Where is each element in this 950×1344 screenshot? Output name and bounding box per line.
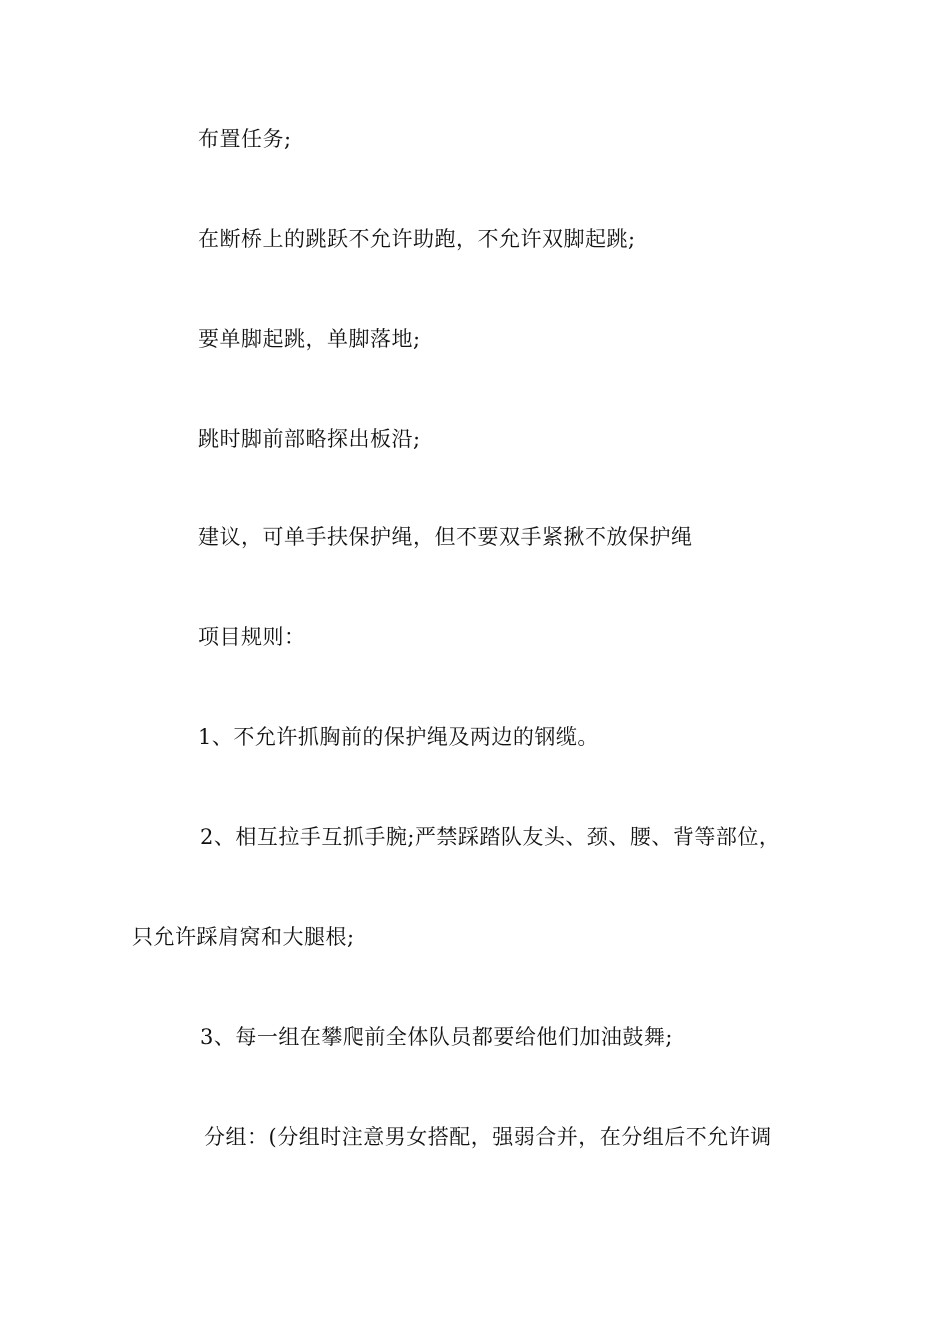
section-heading-rules: 项目规则： bbox=[198, 625, 306, 649]
text-line-single-foot: 要单脚起跳，单脚落地; bbox=[198, 327, 421, 351]
text-line-no-run-up: 在断桥上的跳跃不允许助跑，不允许双脚起跳; bbox=[198, 227, 636, 251]
text-line-assign-task: 布置任务; bbox=[198, 127, 292, 151]
text-line-foot-edge: 跳时脚前部略探出板沿; bbox=[198, 427, 421, 451]
text-line-grouping: 分组：(分组时注意男女搭配，强弱合并，在分组后不允许调 bbox=[204, 1125, 772, 1149]
rule-item-2: 2、相互拉手互抓手腕;严禁踩踏队友头、颈、腰、背等部位， bbox=[200, 825, 781, 849]
rule-item-3: 3、每一组在攀爬前全体队员都要给他们加油鼓舞; bbox=[200, 1025, 673, 1049]
rule-item-2-continuation: 只允许踩肩窝和大腿根; bbox=[132, 925, 355, 949]
text-line-suggestion: 建议，可单手扶保护绳，但不要双手紧揪不放保护绳 bbox=[198, 525, 693, 549]
rule-item-1: 1、不允许抓胸前的保护绳及两边的钢缆。 bbox=[198, 725, 599, 749]
